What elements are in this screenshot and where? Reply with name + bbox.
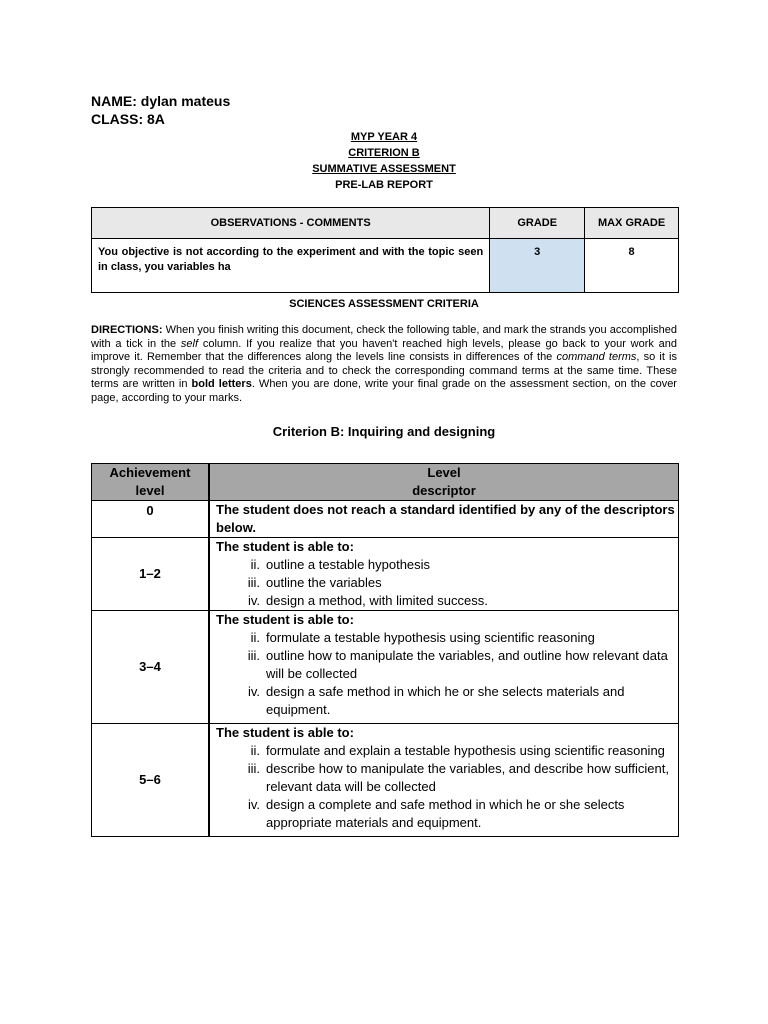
rubric-header-row [92,464,679,501]
heading-assessment: SUMMATIVE ASSESSMENT [312,163,456,175]
level-descriptor: The student is able to: ii. formulate and explain a testable hypothesis using scientific reasoning iii. describe how to manipulate the variables, and describe how sufficient, relevant data will be collected iv. design a complete and safe method in which he or she selects appropriate materials and equipment. [209,724,679,837]
descriptor-item: iv. design a method, with limited success. [247,593,488,608]
grade-table [91,207,679,293]
report-heading [0,129,768,193]
grade-header: GRADE [490,208,585,239]
level-descriptor-header: Level descriptor [209,464,679,501]
descriptor-item: ii. outline a testable hypothesis [250,557,431,572]
student-class: CLASS: 8A [91,111,165,127]
grade-value: 3 [490,239,585,293]
heading-criterion: CRITERION B [348,147,420,159]
criterion-title: Criterion B: Inquiring and designing [272,424,496,439]
achievement-level: 1–2 [92,538,210,611]
observations-header: OBSERVATIONS - COMMENTS [92,208,490,239]
descriptor-item: iii. outline the variables [247,575,382,590]
max-grade-value: 8 [585,239,679,293]
directions-label: DIRECTIONS: [91,324,163,336]
rubric-row [92,501,679,538]
level-descriptor: The student does not reach a standard identified by any of the descriptors below. [209,501,679,538]
student-info [91,92,230,128]
observation-comment: You objective is not according to the experiment and with the topic seen in class, you variables ha [92,239,490,293]
heading-report: PRE-LAB REPORT [335,179,433,191]
max-grade-header: MAX GRADE [585,208,679,239]
level-descriptor: The student is able to: ii. outline a testable hypothesis iii. outline the variables iv. design a method, with limited success. [209,538,679,611]
student-name: NAME: dylan mateus [91,93,231,109]
descriptor-item: ii. formulate and explain a testable hypothesis using scientific reasoning [250,743,665,758]
assessment-criteria-title: SCIENCES ASSESSMENT CRITERIA [289,298,479,310]
level-descriptor: The student is able to: ii. formulate a testable hypothesis using scientific reasoning iii. outline how to manipulate the variables, and outline how relevant data will be collected iv. design a safe method in which he or she selects materials and equipment. [209,611,679,724]
rubric-row [92,724,679,837]
descriptor-item: iii. outline how to manipulate the variables, and outline how relevant data will be collected [247,648,668,681]
descriptor-item: iv. design a complete and safe method in which he or she selects appropriate materials and equipment. [247,797,625,830]
achievement-level: 0 [92,501,210,538]
rubric-row [92,538,679,611]
achievement-level-header: Achievement level [92,464,210,501]
descriptor-item: iv. design a safe method in which he or she selects materials and equipment. [247,684,625,717]
achievement-level: 5–6 [92,724,210,837]
rubric-row [92,611,679,724]
descriptor-item: ii. formulate a testable hypothesis using scientific reasoning [250,630,595,645]
heading-year: MYP YEAR 4 [350,131,418,143]
achievement-level: 3–4 [92,611,210,724]
descriptor-item: iii. describe how to manipulate the variables, and describe how sufficient, relevant data will be collected [247,761,669,794]
directions-paragraph: DIRECTIONS: When you finish writing this document, check the following table, and mark the strands you accomplished with a tick in the self column. If you realize that you haven't reached high levels, please go back to your work and improve it. Remember that the differences along the levels line consists in differences of the command terms, so it is strongly recommended to read the criteria and to check the corresponding command terms at the same time. These terms are written in bold letters. When you are done, write your final grade on the assessment section, on the cover page, according to your marks. [91,324,677,404]
rubric-table [91,463,679,837]
